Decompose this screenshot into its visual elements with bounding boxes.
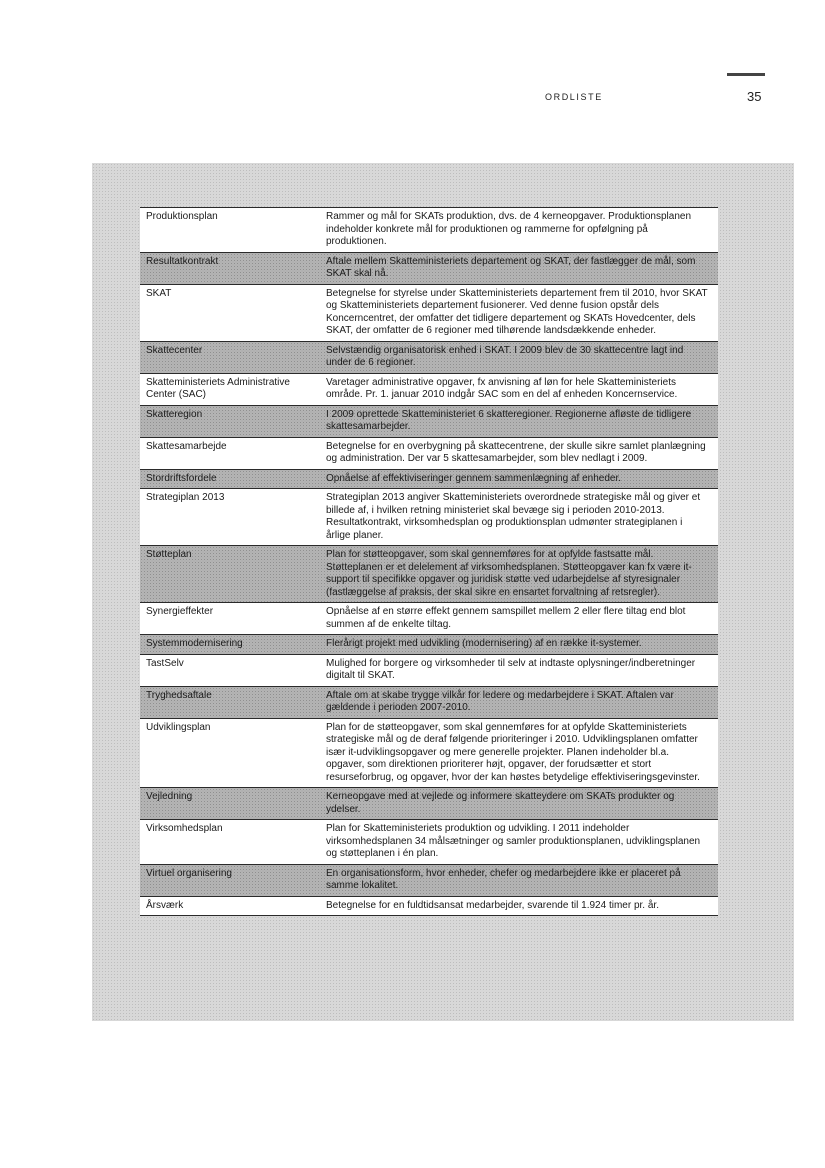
- glossary-term: Skatteministeriets Administrative Center (SAC): [146, 376, 290, 400]
- glossary-definition: Opnåelse af en større effekt gennem samspillet mellem 2 eller flere tiltag end blot summen af de enkelte tiltag.: [326, 606, 686, 630]
- glossary-row: [140, 718, 718, 788]
- glossary-definition: Plan for støtteopgaver, som skal gennemføres for at opfylde fastsatte mål. Støtteplanen er et delelement af virksomhedsplanen. Støtteopgaver kan fx være it-support til specifikke opgaver og juridisk støtte ved udarbejdelse af styresignaler (fastlæggelse af praksis, der skal sikre en ensartet forvaltning af retsregler).: [326, 549, 692, 598]
- glossary-term: Strategiplan 2013: [146, 492, 225, 503]
- glossary-definition: Varetager administrative opgaver, fx anvisning af løn for hele Skatteministeriets område. Pr. 1. januar 2010 indgår SAC som en del af enheden Koncernservice.: [326, 376, 678, 400]
- corner-mark: [727, 73, 765, 76]
- glossary-row: [140, 545, 718, 602]
- glossary-definition: Opnåelse af effektiviseringer gennem sammenlægning af enheder.: [326, 472, 621, 484]
- glossary-term: Skattecenter: [146, 344, 203, 356]
- page-number: 35: [747, 89, 762, 104]
- glossary-row: [140, 341, 718, 373]
- glossary-term: Systemmodernisering: [146, 638, 243, 649]
- glossary-row: [140, 819, 718, 864]
- glossary-row: [140, 654, 718, 686]
- glossary-row: [140, 405, 718, 437]
- glossary-row: [140, 602, 718, 634]
- glossary-definition: Betegnelse for en overbygning på skattecentrene, der skulle sikre samlet planlægning og administration. Der var 5 skattesamarbejder, som blev nedlagt i 2009.: [326, 440, 706, 464]
- glossary-definition: Strategiplan 2013 angiver Skatteministeriets overordnede strategiske mål og giver et billede af, i hvilken retning ministeriet skal bevæge sig i perioden 2010-2013. Resultatkontrakt, virksomhedsplan og produktionsplan udmønter strategiplanen i årlige planer.: [326, 492, 701, 541]
- glossary-term: Stordriftsfordele: [146, 472, 217, 484]
- glossary-definition: Flerårigt projekt med udvikling (modernisering) af en række it-systemer.: [326, 638, 642, 649]
- glossary-definition: Plan for Skatteministeriets produktion og udvikling. I 2011 indeholder virksomhedsplanen 34 målsætninger og samler produktionsplanen, udviklingsplanen og støtteplanen i én plan.: [326, 823, 701, 859]
- glossary-table: [140, 207, 718, 916]
- glossary-term: Støtteplan: [146, 549, 192, 560]
- glossary-row: [140, 896, 718, 917]
- glossary-row: [140, 488, 718, 545]
- glossary-definition: Selvstændig organisatorisk enhed i SKAT. I 2009 blev de 30 skattecentre lagt ind under de 6 regioner.: [326, 344, 684, 368]
- glossary-term: Skattesamarbejde: [146, 440, 227, 452]
- glossary-row: [140, 252, 718, 284]
- glossary-definition: Plan for de støtteopgaver, som skal gennemføres for at opfylde Skatteministeriets strategiske mål og de deraf følgende prioriteringer i 2010. Udviklingsplanen omfatter især it-udviklingsopgaver og mere generelle projekter. Planen indeholder bl.a. opgaver, som direktionen prioriterer højt, opgaver, der forudsætter et stort resurseforbrug, og opgaver, hvor der kan høstes betydelige effektiviseringsgevinster.: [326, 721, 700, 783]
- glossary-row: [140, 686, 718, 718]
- glossary-row: [140, 437, 718, 469]
- glossary-definition: I 2009 oprettede Skatteministeriet 6 skatteregioner. Regionerne afløste de tidligere skattesamarbejder.: [326, 408, 692, 432]
- glossary-definition: Betegnelse for styrelse under Skatteministeriets departement frem til 2010, hvor SKAT og Skatteministeriets departement fusionerer. Ved denne fusion opstår dels Koncerncentret, der omfatter det tidligere departement og SKATs Hovedcenter, dels SKAT, der omfatter de 6 regioner med tilhørende landsdækkende enheder.: [326, 287, 708, 336]
- glossary-definition: Mulighed for borgere og virksomheder til selv at indtaste oplysninger/indberetninger digitalt til SKAT.: [326, 657, 696, 681]
- glossary-row: [140, 373, 718, 405]
- glossary-term: Resultatkontrakt: [146, 255, 219, 267]
- glossary-definition: Kerneopgave med at vejlede og informere skatteydere om SKATs produkter og ydelser.: [326, 791, 675, 815]
- glossary-row: [140, 787, 718, 819]
- glossary-term: Synergieffekter: [146, 606, 214, 617]
- glossary-term: SKAT: [146, 287, 172, 299]
- glossary-definition: En organisationsform, hvor enheder, chefer og medarbejdere ikke er placeret på samme lokalitet.: [326, 867, 681, 891]
- glossary-term: TastSelv: [146, 657, 184, 669]
- glossary-definition: Aftale om at skabe trygge vilkår for ledere og medarbejdere i SKAT. Aftalen var gældende i perioden 2007-2010.: [326, 689, 674, 713]
- glossary-term: Virksomhedsplan: [146, 823, 223, 834]
- glossary-term: Årsværk: [146, 899, 184, 911]
- glossary-row: [140, 634, 718, 654]
- glossary-row: [140, 864, 718, 896]
- glossary-term: Tryghedsaftale: [146, 689, 212, 701]
- glossary-term: Virtuel organisering: [146, 867, 232, 879]
- glossary-term: Produktionsplan: [146, 211, 218, 222]
- glossary-term: Skatteregion: [146, 408, 203, 420]
- glossary-definition: Rammer og mål for SKATs produktion, dvs. de 4 kerneopgaver. Produktionsplanen indeholder konkrete mål for produktionen og rammerne for opfølgning på produktionen.: [326, 211, 692, 247]
- glossary-row: [140, 284, 718, 341]
- glossary-term: Vejledning: [146, 791, 193, 802]
- glossary-row: [140, 469, 718, 489]
- glossary-definition: Betegnelse for en fuldtidsansat medarbejder, svarende til 1.924 timer pr. år.: [326, 899, 659, 911]
- glossary-term: Udviklingsplan: [146, 721, 211, 733]
- glossary-row: [140, 207, 718, 252]
- glossary-definition: Aftale mellem Skatteministeriets departement og SKAT, der fastlægger de mål, som SKAT skal nå.: [326, 255, 696, 279]
- section-title: ORDLISTE: [545, 92, 603, 102]
